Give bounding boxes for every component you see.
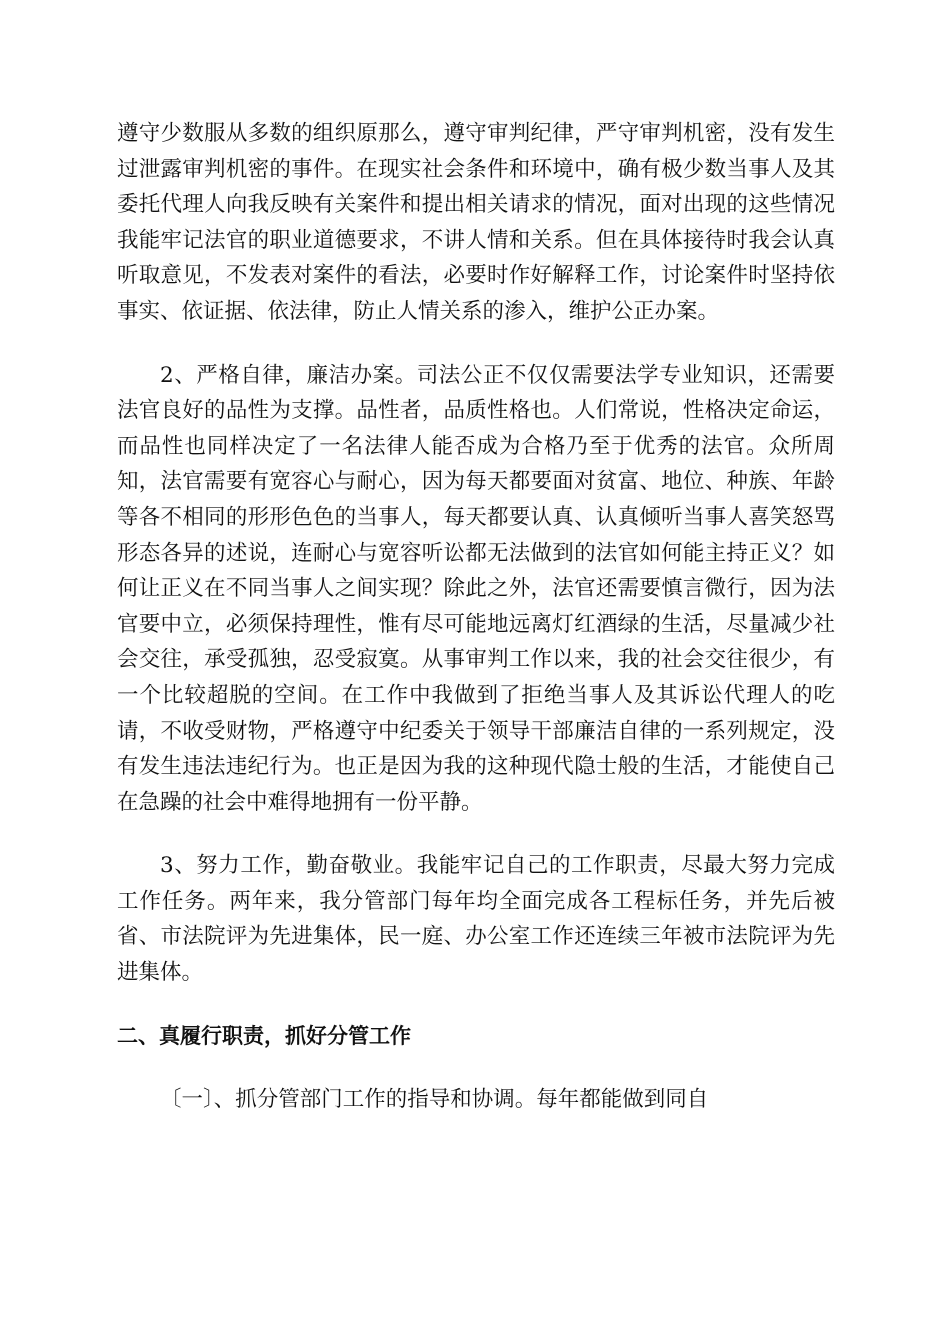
paragraph-discipline: 遵守少数服从多数的组织原那么，遵守审判纪律，严守审判机密，没有发生过泄露审判机密的事件。在现实社会条件和环境中，确有极少数当事人及其委托代理人向我反映有关案件和提出相关请求的情况，面对出现的这些情况我能牢记法官的职业道德要求，不讲人情和关系。但在具体接待时我会认真听取意见，不发表对案件的看法，必要时作好解释工作，讨论案件时坚持依事实、依证据、依法律，防止人情关系的渗入，维护公正办案。 <box>117 121 835 324</box>
document-body <box>117 116 835 1118</box>
paragraph-diligence: 3、努力工作，勤奋敬业。我能牢记自己的工作职责，尽最大努力完成工作任务。两年来，我分管部门每年均全面完成各工程标任务，并先后被省、市法院评为先进集体，民一庭、办公室工作还连续三年被市法院评为先进集体。 <box>117 853 835 986</box>
paragraph-self-discipline: 2、严格自律，廉洁办案。司法公正不仅仅需要法学专业知识，还需要法官良好的品性为支撑。品性者，品质性格也。人们常说，性格决定命运，而品性也同样决定了一名法律人能否成为合格乃至于优秀的法官。众所周知，法官需要有宽容心与耐心，因为每天都要面对贫富、地位、种族、年龄等各不相同的形形色色的当事人，每天都要认真、认真倾听当事人喜笑怒骂形态各异的述说，连耐心与宽容听讼都无法做到的法官如何能主持正义？如何让正义在不同当事人之间实现？除此之外，法官还需要慎言微行，因为法官要中立，必须保持理性，惟有尽可能地远离灯红酒绿的生活，尽量减少社会交往，承受孤独，忍受寂寞。从事审判工作以来，我的社会交往很少，有一个比较超脱的空间。在工作中我做到了拒绝当事人及其诉讼代理人的吃请，不收受财物，严格遵守中纪委关于领导干部廉洁自律的一系列规定，没有发生违法违纪行为。也正是因为我的这种现代隐士般的生活，才能使自己在急躁的社会中难得地拥有一份平静。 <box>117 362 835 815</box>
section-heading: 二、真履行职责，抓好分管工作 <box>117 1023 411 1048</box>
paragraph-coordination: 〔一〕、抓分管部门工作的指导和协调。每年都能做到同自 <box>160 1087 709 1113</box>
